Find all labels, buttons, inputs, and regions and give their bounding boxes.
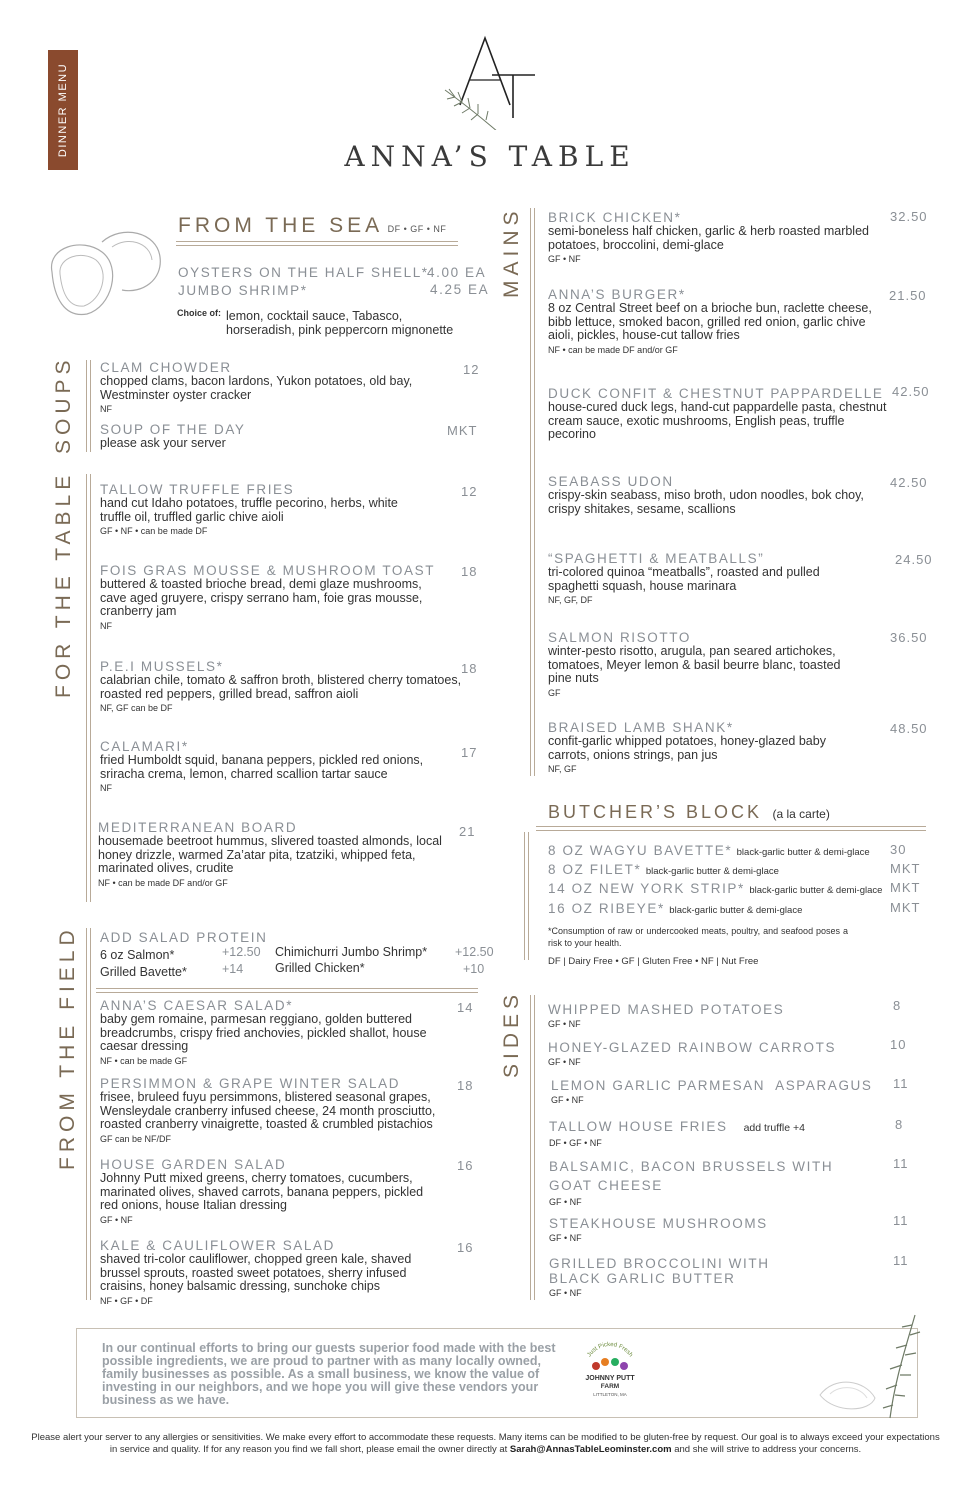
soup-item xyxy=(100,360,480,414)
butcher-subtitle: (a la carte) xyxy=(772,807,830,821)
divider xyxy=(96,992,478,993)
item-tag: GF • NF xyxy=(549,1233,582,1243)
item-name: BALSAMIC, BACON BRUSSELS WITH GOAT CHEESE xyxy=(549,1159,834,1193)
item-desc: crispy-skin seabass, miso broth, udon noodles, bok choy, crispy shitakes, sesame, scallions xyxy=(548,488,864,516)
item-price: 11 xyxy=(893,1076,909,1091)
item-name: STEAKHOUSE MUSHROOMS xyxy=(549,1216,768,1231)
butcher-item xyxy=(548,842,870,860)
svg-text:Just Picked Fresh xyxy=(586,1342,633,1358)
item-tag: GF can be NF/DF xyxy=(100,1133,172,1144)
item-name: BRICK CHICKEN* xyxy=(548,210,682,225)
item-desc: shaved tri-color cauliflower, chopped green kale, shaved brussel sprouts, roasted sweet potatoes, sherry infused craisins, honey balsamic dressing, sunchoke chips xyxy=(100,1252,412,1293)
item-price: 32.50 xyxy=(890,209,928,224)
item-tag: NF, GF, DF xyxy=(548,595,593,605)
item-tag: GF • NF xyxy=(548,254,581,264)
side-item xyxy=(548,1040,836,1067)
item-desc: hand cut Idaho potatoes, truffle pecorino, herbs, white truffle oil, truffled garlic chive aioli xyxy=(100,496,398,524)
item-price: 36.50 xyxy=(890,630,928,645)
item-price: 18 xyxy=(461,661,478,676)
item-price: 18 xyxy=(457,1078,474,1093)
divider xyxy=(528,832,529,960)
main-item xyxy=(548,630,858,698)
item-tag: DF • GF • NF xyxy=(549,1138,602,1148)
butcher-item xyxy=(548,900,802,918)
choice-label: Choice of: xyxy=(177,308,221,318)
item-price: 42.50 xyxy=(890,475,928,490)
item-tag: NF xyxy=(100,404,112,414)
dinner-menu-label: DINNER MENU xyxy=(57,62,69,158)
table-item xyxy=(100,739,445,793)
item-name: HONEY-GLAZED RAINBOW CARROTS xyxy=(548,1040,837,1055)
item-name: 8 OZ FILET* xyxy=(548,862,642,877)
item-tag: GF • NF • can be made DF xyxy=(100,526,208,536)
side-item xyxy=(549,1118,805,1148)
item-price: MKT xyxy=(447,423,478,438)
item-tag: GF • NF xyxy=(549,1288,582,1298)
item-desc: winter-pesto risotto, arugula, pan seared artichokes, tomatoes, Meyer lemon & basil beurre blanc, toasted pine nuts xyxy=(548,644,841,685)
dinner-menu-tab xyxy=(48,50,78,170)
johnny-putt-farm-logo xyxy=(578,1340,642,1404)
butcher-item xyxy=(548,861,779,879)
item-tag: GF • NF xyxy=(549,1197,582,1207)
diet-legend: DF | Dairy Free • GF | Gluten Free • NF | Nut Free xyxy=(548,956,759,967)
owner-email-link[interactable]: Sarah@AnnasTableLeominster.com xyxy=(509,1444,672,1455)
main-item xyxy=(548,551,848,605)
butcher-title: BUTCHER’S BLOCK xyxy=(548,802,763,822)
item-price: 12 xyxy=(463,362,480,377)
divider xyxy=(90,928,91,1300)
item-name: SOUP OF THE DAY xyxy=(100,422,246,437)
item-price: 21.50 xyxy=(889,288,927,303)
item-extra: add truffle +4 xyxy=(743,1122,805,1134)
item-price: MKT xyxy=(890,861,921,876)
item-desc: please ask your server xyxy=(100,436,226,450)
item-desc: buttered & toasted brioche bread, demi glaze mushrooms, cave aged gruyere, crispy serrano ham, foie gras mousse, cranberry jam xyxy=(100,577,423,618)
item-desc: baby gem romaine, parmesan reggiano, golden buttered breadcrumbs, crispy fried anchovies, pickled shallot, house caesar dressing xyxy=(100,1012,427,1053)
item-desc: fried Humboldt squid, banana peppers, pickled red onions, sriracha crema, lemon, charred scallion tartar sauce xyxy=(100,753,424,781)
divider xyxy=(534,208,535,776)
monogram-logo xyxy=(440,30,540,130)
item-tag: NF • can be made DF and/or GF xyxy=(548,344,678,355)
item-name: FOIS GRAS MOUSSE & MUSHROOM TOAST xyxy=(100,563,436,578)
item-price: 8 xyxy=(893,998,902,1013)
footer-text: Please alert your server to any allergies or sensitivities. We make every effort to accommodate these requests. Many items can be modified to be gluten-free by request. Our goal is to always exceed your expectations in service and quality. If for any reason you find we fall short, please email the owner directly at xyxy=(31,1432,940,1455)
item-price: 16 xyxy=(457,1240,474,1255)
item-desc: tri-colored quinoa “meatballs”, roasted and pulled spaghetti squash, house marinara xyxy=(548,565,820,593)
sea-item-price: 4.25 EA xyxy=(430,282,490,297)
footer-notice xyxy=(30,1432,941,1456)
farm-logo-line4: LITTLETON, MA xyxy=(593,1392,627,1397)
main-item xyxy=(548,210,883,264)
item-price: 11 xyxy=(893,1156,909,1171)
choice-text: lemon, cocktail sauce, Tabasco, horseradish, pink peppercorn mignonette xyxy=(226,309,454,337)
item-name: 8 OZ WAGYU BAVETTE* xyxy=(548,843,733,858)
item-price: MKT xyxy=(890,900,921,915)
protein-price: +14 xyxy=(222,962,244,976)
item-price: 21 xyxy=(459,824,476,839)
item-desc: calabrian chile, tomato & saffron broth, blistered cherry tomatoes, roasted red peppers, grilled bread, saffron aioli xyxy=(100,673,462,701)
salad-item xyxy=(100,998,440,1066)
divider xyxy=(176,245,458,246)
table-item xyxy=(100,659,470,713)
restaurant-name: ANNA’S TABLE xyxy=(344,140,636,173)
main-item xyxy=(548,386,888,442)
protein-price: +10 xyxy=(463,962,485,976)
item-name: KALE & CAULIFLOWER SALAD xyxy=(100,1238,335,1253)
soups-title: SOUPS xyxy=(52,355,75,454)
consumption-warning: *Consumption of raw or undercooked meats, poultry, and seafood poses a risk to your health. xyxy=(548,926,848,948)
item-desc: chopped clams, bacon lardons, Yukon potatoes, old bay, Westminster oyster cracker xyxy=(100,374,413,402)
table-item xyxy=(98,820,458,888)
divider xyxy=(86,474,87,902)
item-desc: frisee, bruleed fuyu persimmons, blistered seasonal grapes, Wensleydale cranberry infused cheese, 24 month prosciutto, roasted cranberry vinaigrette, toasted & crumbled pistachios xyxy=(100,1090,436,1131)
divider xyxy=(86,360,87,452)
item-name: “SPAGHETTI & MEATBALLS” xyxy=(548,551,765,566)
item-price: 12 xyxy=(461,484,478,499)
item-tag: NF xyxy=(100,783,112,793)
protein-name: Grilled Bavette* xyxy=(100,965,187,979)
item-price: 18 xyxy=(461,564,478,579)
side-item xyxy=(549,1157,879,1207)
item-price: 8 xyxy=(895,1117,904,1132)
item-name: GRILLED BROCCOLINI WITH BLACK GARLIC BUTTER xyxy=(549,1256,770,1286)
sea-title: FROM THE SEA xyxy=(178,214,384,237)
item-tag: NF, GF xyxy=(548,764,577,774)
sea-section xyxy=(178,214,446,238)
protein-name: Chimichurri Jumbo Shrimp* xyxy=(275,945,428,959)
item-price: 14 xyxy=(457,1000,474,1015)
item-price: 11 xyxy=(893,1253,909,1268)
side-item xyxy=(549,1216,768,1243)
side-item xyxy=(549,1256,789,1298)
for-the-table-title: FOR THE TABLE xyxy=(52,470,75,698)
oyster-illustration xyxy=(42,222,172,322)
item-name: SALMON RISOTTO xyxy=(548,630,691,645)
item-name: CLAM CHOWDER xyxy=(100,360,232,375)
item-name: 14 OZ NEW YORK STRIP* xyxy=(548,881,745,896)
farm-logo-line2: JOHNNY PUTT xyxy=(585,1375,635,1382)
main-item xyxy=(548,474,883,516)
salad-item xyxy=(100,1238,430,1306)
item-name: TALLOW TRUFFLE FRIES xyxy=(100,482,295,497)
item-tag: NF • can be made DF and/or GF xyxy=(98,877,228,888)
farm-logo-line1: Just Picked Fresh xyxy=(586,1341,634,1359)
item-price: 16 xyxy=(457,1158,474,1173)
main-item xyxy=(548,720,858,774)
item-note: black-garlic butter & demi-glace xyxy=(669,905,803,916)
divider xyxy=(536,830,926,831)
item-price: 30 xyxy=(890,842,907,857)
mains-title: MAINS xyxy=(500,206,523,298)
item-tag: GF xyxy=(548,687,561,698)
sea-diet: DF • GF • NF xyxy=(387,224,447,234)
divider xyxy=(86,928,87,1300)
item-name: MEDITERRANEAN BOARD xyxy=(98,820,298,835)
item-note: black-garlic butter & demi-glace xyxy=(736,847,870,858)
butcher-item xyxy=(548,880,882,898)
divider xyxy=(96,988,478,989)
from-the-field-title: FROM THE FIELD xyxy=(56,925,79,1170)
item-price: 17 xyxy=(461,745,478,760)
item-name: P.E.I MUSSELS* xyxy=(100,659,224,674)
item-name: BRAISED LAMB SHANK* xyxy=(548,720,734,735)
side-item xyxy=(548,1002,784,1029)
item-name: DUCK CONFIT & CHESTNUT PAPPARDELLE xyxy=(548,386,884,401)
partner-note: In our continual efforts to bring our guests superior food made with the best possible ingredients, we are proud to partner with as many locally owned, family businesses as possible. As a small business, we know the value of investing in our neighbors, and we hope you will give these vendors your business as we have. xyxy=(102,1341,556,1407)
item-desc: confit-garlic whipped potatoes, honey-glazed baby carrots, onions strings, pan jus xyxy=(548,734,826,762)
divider xyxy=(176,241,458,242)
sea-item-name: OYSTERS ON THE HALF SHELL* xyxy=(178,265,429,280)
item-name: HOUSE GARDEN SALAD xyxy=(100,1157,287,1172)
salad-item xyxy=(100,1157,440,1225)
protein-name: Grilled Chicken* xyxy=(275,961,365,975)
protein-price: +12.50 xyxy=(455,945,494,959)
side-item xyxy=(551,1078,873,1105)
protein-name: 6 oz Salmon* xyxy=(100,948,175,962)
sea-item-name: JUMBO SHRIMP* xyxy=(178,283,308,298)
table-item xyxy=(100,482,420,536)
divider xyxy=(90,360,91,452)
item-name: TALLOW HOUSE FRIES xyxy=(549,1119,728,1134)
sea-item-price: 4.00 EA xyxy=(427,265,487,280)
soup-item xyxy=(100,422,480,451)
item-desc: house-cured duck legs, hand-cut pappardelle pasta, chestnut cream sauce, exotic mushrooms, English peas, truffle pecorino xyxy=(548,400,887,441)
item-note: black-garlic butter & demi-glace xyxy=(749,885,883,896)
divider xyxy=(530,995,531,1300)
item-name: ANNA’S CAESAR SALAD* xyxy=(100,998,294,1013)
item-price: 11 xyxy=(893,1213,909,1228)
protein-price: +12.50 xyxy=(222,945,261,959)
item-desc: Johnny Putt mixed greens, cherry tomatoes, cucumbers, marinated olives, shaved carrots, banana peppers, pickled red onions, house Italian dressing xyxy=(100,1171,424,1212)
item-desc: housemade beetroot hummus, slivered toasted almonds, local honey drizzle, warmed Za’atar pita, tzatziki, whipped feta, marinated olives, crudite xyxy=(98,834,442,875)
salad-item xyxy=(100,1076,450,1144)
footer-text-end: and she will strive to address your concerns. xyxy=(671,1444,862,1455)
item-tag: NF xyxy=(100,620,112,631)
item-price: 42.50 xyxy=(892,384,930,399)
herb-lemon-illustration xyxy=(815,1310,930,1420)
item-price: 10 xyxy=(890,1037,907,1052)
item-tag: GF • NF xyxy=(548,1019,581,1029)
main-item xyxy=(548,287,883,355)
divider xyxy=(536,826,926,827)
item-tag: NF • GF • DF xyxy=(100,1295,153,1306)
item-name: CALAMARI* xyxy=(100,739,189,754)
butcher-section xyxy=(548,802,830,823)
item-name: WHIPPED MASHED POTATOES xyxy=(548,1002,785,1017)
table-item xyxy=(100,563,445,631)
item-price: 24.50 xyxy=(895,552,933,567)
sides-title: SIDES xyxy=(500,989,523,1078)
divider xyxy=(524,832,525,960)
item-price: MKT xyxy=(890,880,921,895)
item-name: SEABASS UDON xyxy=(548,474,674,489)
divider xyxy=(534,995,535,1300)
item-name: 16 OZ RIBEYE* xyxy=(548,901,665,916)
item-tag: NF • can be made GF xyxy=(100,1055,188,1066)
item-name: LEMON GARLIC PARMESAN ASPARAGUS xyxy=(551,1078,873,1093)
item-name: PERSIMMON & GRAPE WINTER SALAD xyxy=(100,1076,401,1091)
item-name: ANNA’S BURGER* xyxy=(548,287,686,302)
item-tag: NF, GF can be DF xyxy=(100,703,173,713)
divider xyxy=(530,208,531,776)
protein-title: ADD SALAD PROTEIN xyxy=(100,930,268,945)
divider xyxy=(90,474,91,902)
farm-logo-line3: FARM xyxy=(600,1383,620,1390)
item-tag: GF • NF xyxy=(551,1095,584,1105)
item-desc: 8 oz Central Street beef on a brioche bun, raclette cheese, bibb lettuce, smoked bacon, grilled red onion, garlic chive aioli, pickles, house-cut tallow fries xyxy=(548,301,872,342)
item-note: black-garlic butter & demi-glace xyxy=(645,866,779,877)
item-tag: GF • NF xyxy=(548,1057,581,1067)
item-desc: semi-boneless half chicken, garlic & herb roasted marbled potatoes, broccolini, demi-glace xyxy=(548,224,869,252)
item-tag: GF • NF xyxy=(100,1214,133,1225)
item-price: 48.50 xyxy=(890,721,928,736)
